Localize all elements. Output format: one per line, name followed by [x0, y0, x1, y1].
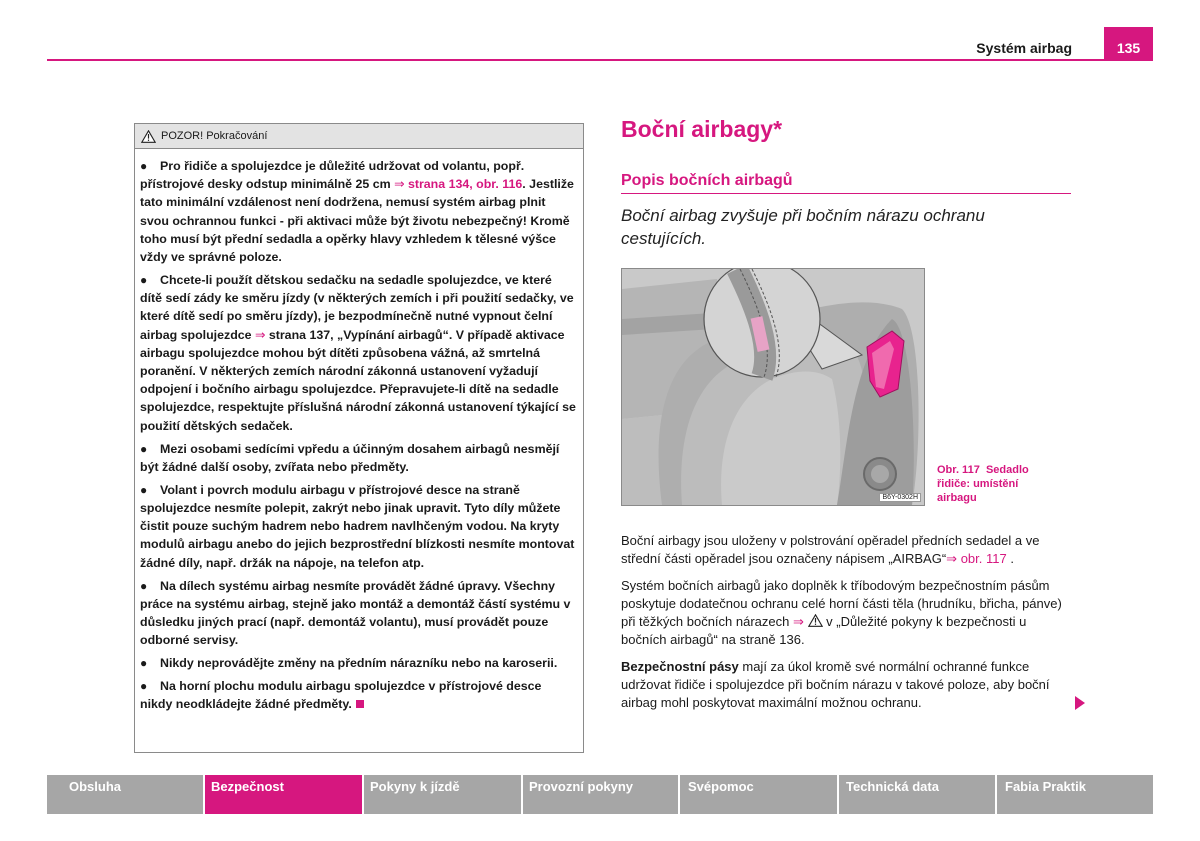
bullet-icon: ● [140, 679, 148, 694]
bullet-icon: ● [140, 273, 148, 288]
warning-box [134, 123, 584, 753]
seat-airbag-figure [621, 268, 925, 506]
warning-bullet: ● Na dílech systému airbag nesmíte provádět žádné úpravy. Všechny práce na systému airbag, stejně jako montáž a demontáž částí systému v důsledku jiných prací (např. demontáž volantu), musí provádět pouze odborné servisy. [140, 578, 571, 648]
nav-tab-svepomoc[interactable]: Svépomoc [680, 775, 837, 814]
bullet-icon: ● [140, 441, 148, 456]
seat-illustration [622, 269, 924, 505]
cross-reference-link[interactable]: strana 134, obr. 116 [407, 177, 523, 192]
body-paragraph-1: Boční airbagy jsou uloženy v polstrování opěradel předních sedadel a ve střední části opěradel jsou označeny nápisem „AIRBAG“⇒ obr. 117 . [621, 533, 1040, 566]
warning-triangle-icon [808, 614, 823, 627]
figure-code: B6Y-0302H [879, 493, 921, 502]
nav-tab-bezpecnost[interactable]: Bezpečnost [205, 775, 362, 814]
reference-arrow-icon: ⇒ [946, 551, 958, 566]
reference-arrow-icon: ⇒ [255, 327, 266, 342]
nav-tab-technicka-data[interactable]: Technická data [839, 775, 995, 814]
warning-bullet: ● Mezi osobami sedícími vpředu a účinným dosahem airbagů nesmějí být žádné další osoby, zvířata nebo předměty. [140, 441, 560, 474]
body-paragraph-3: Bezpečnostní pásy mají za úkol kromě své normální ochranné funkce udržovat řidiče i spolujezdce při bočním nárazu v takové poloze, aby boční airbag mohl poskytovat maximální možnou ochranu. [621, 659, 1050, 710]
end-of-section-icon [356, 700, 364, 708]
warning-bullet: ● Pro řidiče a spolujezdce je důležité udržovat od volantu, popř. přístrojové desky odstup minimálně 25 cm ⇒ strana 134, obr. 116. Jestliže tato minimální vzdálenost není dodržena, nemusí systém airbag plnit svou ochrannou funkci - při aktivaci může být životu nebezpečný! Kromě toho musí být přední sedadla a opěrky hlavy vzhledem k tělesné výšce vždy ve správné poloze. [140, 159, 574, 265]
warning-heading: POZOR! Pokračování [161, 130, 268, 142]
body-paragraph-2: Systém bočních airbagů jako doplněk k tříbodovým bezpečnostním pásům poskytuje dodatečnou ochranu celé horní části těla (hrudníku, břicha, pánve) při těžkých bočních nárazech ⇒ v „Důležité pokyny k bezpečnosti u bočních airbagů“ na straně 136. [621, 578, 1062, 647]
lead-paragraph: Boční airbag zvyšuje při bočním nárazu ochranu cestujících. [621, 206, 985, 248]
warning-header [135, 124, 583, 149]
subsection-divider [621, 193, 1071, 194]
bullet-icon: ● [140, 159, 148, 173]
nav-tab-fabia-praktik[interactable]: Fabia Praktik [997, 775, 1153, 814]
warning-body [135, 149, 583, 714]
bullet-icon: ● [140, 578, 148, 593]
nav-tab-pokyny-k-jizde[interactable]: Pokyny k jízdě [364, 775, 521, 814]
next-page-arrow-icon[interactable] [1075, 696, 1085, 710]
reference-arrow-icon: ⇒ [394, 177, 405, 192]
warning-bullet: ● Na horní plochu modulu airbagu spolujezdce v přístrojové desce nikdy neodkládejte žádné předměty. [140, 679, 542, 712]
reference-arrow-icon: ⇒ [793, 614, 804, 629]
figure-reference-link[interactable]: obr. 117 [960, 551, 1007, 566]
nav-tab-provozni-pokyny[interactable]: Provozní pokyny [523, 775, 678, 814]
bullet-icon: ● [140, 656, 148, 671]
warning-triangle-icon [141, 130, 156, 143]
header-divider [47, 59, 1153, 61]
nav-tab-obsluha[interactable]: Obsluha [47, 775, 203, 814]
bullet-icon: ● [140, 482, 148, 497]
chapter-navigation [47, 775, 1153, 814]
figure-caption-text: Sedadlo řidiče: umístění airbagu [937, 464, 1029, 504]
warning-bullet: ● Chcete-li použít dětskou sedačku na sedadle spolujezdce, ve které dítě sedí zády ke směru jízdy (v některých zemích i při použití sedačky, ve které dítě sedí po směru jízdy), je bezpodmínečně nutné vypnout čelní airbag spolujezdce ⇒ strana 137, „Vypínání airbagů“. V případě aktivace airbagu spolujezdce mohou být dítěti způsobena vážná, až smrtelná poranění. V některých zemích národní zákonná ustanovení vyžadují odpojení i bočního airbagu spolujezdce. Přepravujete-li dítě na sedadle spolujezdce, respektujte příslušná národní zákonná ustanovení týkající se použití dětských sedaček. [140, 273, 576, 433]
warning-bullet: ● Volant i povrch modulu airbagu v přístrojové desce na straně spolujezdce nesmíte polepit, zakrýt nebo jinak upravit. Tyto díly můžete čistit pouze suchým hadrem nebo hadrem navlhčeným vodou. Na kryty modulů airbagu anebo do jejich bezprostřední blízkosti nesmíte montovat žádné díly, např. držák na nápoje, na telefon atp. [140, 482, 575, 570]
subsection-title: Popis bočních airbagů [621, 172, 793, 189]
figure-caption [937, 463, 1047, 505]
page-number: 135 [1104, 27, 1153, 61]
cross-reference-link[interactable]: strana 137, „Vypínání airbagů“ [268, 327, 449, 342]
running-header-title: Systém airbag [976, 40, 1072, 56]
section-title: Boční airbagy* [621, 116, 783, 142]
figure-caption-ref: Obr. 117 [937, 464, 980, 476]
warning-bullet: ● Nikdy neprovádějte změny na předním nárazníku nebo na karoserii. [140, 654, 577, 672]
